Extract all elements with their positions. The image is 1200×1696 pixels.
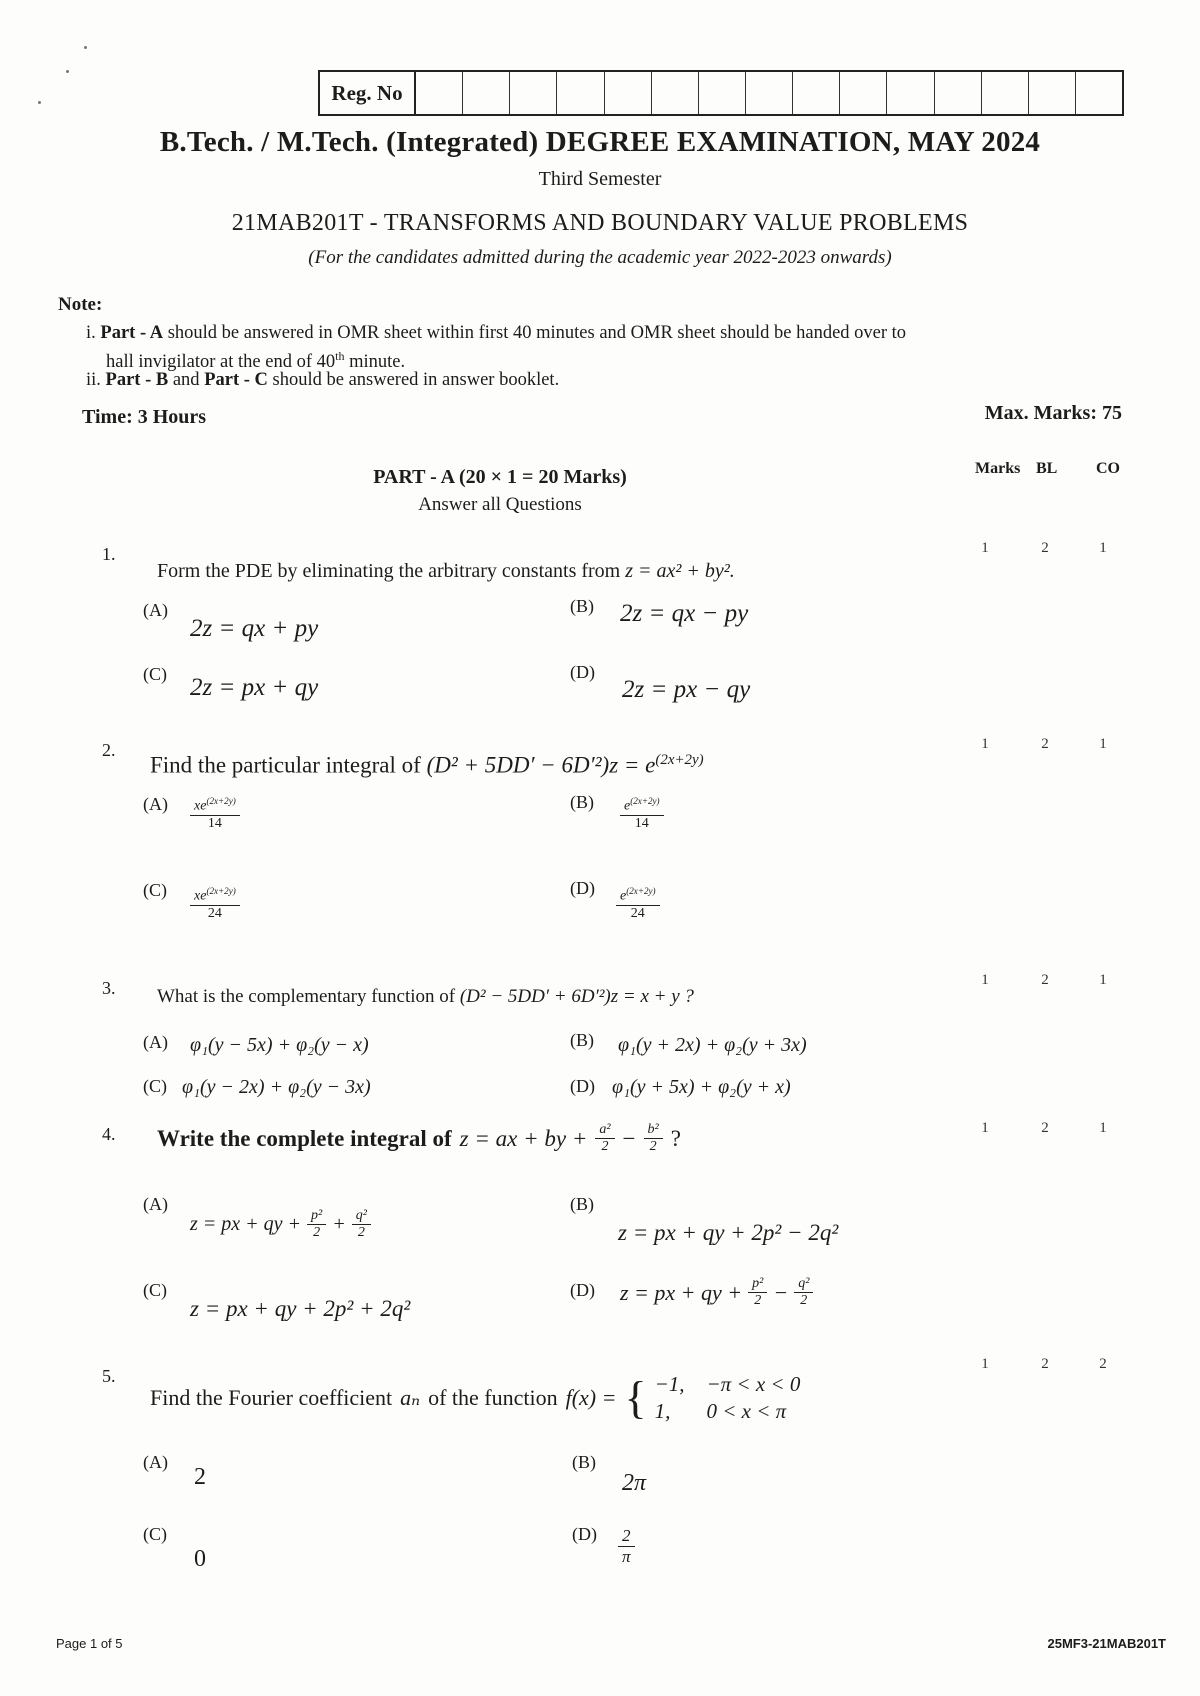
case-2-value: 1,: [654, 1399, 671, 1423]
reg-no-cell[interactable]: [652, 72, 699, 114]
option-label-d[interactable]: (D): [570, 1076, 595, 1096]
exam-title: B.Tech. / M.Tech. (Integrated) DEGREE EXAMINATION, MAY 2024: [159, 126, 1041, 158]
option-label-a[interactable]: (A): [143, 794, 168, 814]
option-c-answer[interactable]: z = px + qy + 2p² + 2q²: [190, 1296, 411, 1321]
question-stem: What is the complementary function of: [157, 986, 456, 1007]
fraction: [794, 1276, 813, 1309]
fraction-numerator: p²: [311, 1208, 323, 1223]
option-label-a[interactable]: (A): [143, 1452, 168, 1472]
reg-no-cell[interactable]: [840, 72, 887, 114]
fraction: [352, 1208, 371, 1241]
minus-sign: −: [773, 1279, 789, 1305]
coefficient-symbol: aₙ: [400, 1385, 421, 1410]
bl-value: 2: [1041, 1120, 1049, 1136]
scan-speck: [38, 101, 41, 104]
option-label-c[interactable]: (C): [143, 1524, 167, 1544]
bl-value: 2: [1041, 540, 1049, 556]
reg-no-cell[interactable]: [982, 72, 1029, 114]
fraction-numerator: a²: [599, 1122, 611, 1137]
fraction-numerator: e: [620, 888, 627, 904]
minus-sign: −: [622, 1125, 636, 1151]
fraction-numerator: q²: [798, 1276, 810, 1291]
part-a-instruction: Answer all Questions: [418, 494, 582, 515]
max-marks: Max. Marks: 75: [984, 402, 1122, 424]
scan-speck: [84, 46, 87, 49]
marks-value: 1: [981, 1356, 989, 1372]
reg-no-cell[interactable]: [557, 72, 604, 114]
col-co-header: CO: [1096, 460, 1120, 477]
co-value: 1: [1099, 540, 1107, 556]
case-2-condition: 0 < x < π: [706, 1399, 787, 1423]
reg-no-cell[interactable]: [510, 72, 557, 114]
option-b-answer[interactable]: 2π: [622, 1470, 647, 1496]
note-ii-prefix: ii.: [86, 370, 101, 390]
reg-no-cell[interactable]: [746, 72, 793, 114]
option-d-answer[interactable]: [618, 1526, 635, 1567]
fraction-exponent: (2x+2y): [626, 886, 656, 896]
plus-sign: +: [332, 1213, 346, 1235]
question-text: [150, 1372, 800, 1424]
question-equation: (D² + 5DD′ − 6D′²)z = e: [426, 752, 656, 778]
option-label-a[interactable]: (A): [143, 600, 168, 620]
option-label-d[interactable]: (D): [570, 878, 595, 898]
question-number: 4.: [102, 1124, 116, 1144]
note-i-part: Part - A: [100, 323, 164, 343]
fraction-denominator: 24: [207, 905, 222, 921]
reg-no-cell[interactable]: [699, 72, 746, 114]
fraction-denominator: π: [621, 1547, 631, 1566]
case-1-condition: −π < x < 0: [706, 1372, 801, 1396]
bl-value: 2: [1041, 1356, 1049, 1372]
fraction-denominator: 2: [754, 1293, 762, 1308]
note-i-text2b: minute.: [349, 352, 406, 373]
co-value: 1: [1099, 1120, 1107, 1136]
fraction-exponent: (2x+2y): [206, 796, 236, 806]
option-c-answer[interactable]: φ₁(y − 2x) + φ₂(y − 3x): [182, 1076, 371, 1098]
question-number: 5.: [102, 1366, 116, 1386]
fraction-exponent: (2x+2y): [630, 796, 660, 806]
bl-value: 2: [1041, 736, 1049, 752]
fraction-numerator: e: [624, 798, 631, 814]
question-text: [157, 1122, 681, 1155]
semester: Third Semester: [538, 168, 662, 190]
fraction-exponent: (2x+2y): [206, 886, 236, 896]
note-title: Note:: [58, 294, 103, 315]
reg-no-label: Reg. No: [320, 72, 416, 114]
question-equation: z = ax + by +: [459, 1125, 588, 1151]
piecewise-cases: [655, 1372, 801, 1424]
scan-speck: [66, 70, 69, 73]
function-symbol: f(x) =: [565, 1385, 617, 1410]
note-item-i: [86, 322, 1136, 344]
fraction: [644, 1122, 663, 1155]
fraction: [748, 1276, 767, 1309]
option-label-c[interactable]: (C): [143, 1076, 167, 1096]
option-label-a[interactable]: (A): [143, 1032, 168, 1052]
fraction-numerator: b²: [647, 1122, 659, 1137]
candidates-note: (For the candidates admitted during the academic year 2022-2023 onwards): [308, 247, 892, 268]
note-item-ii: [86, 369, 559, 391]
fraction-denominator: 2: [601, 1139, 609, 1154]
option-label-b[interactable]: (B): [570, 792, 594, 812]
fraction-denominator: 2: [649, 1139, 657, 1154]
fraction: [307, 1208, 326, 1241]
option-d-answer[interactable]: 2z = px − qy: [622, 676, 751, 703]
fraction-denominator: 2: [357, 1225, 365, 1240]
reg-no-cell[interactable]: [887, 72, 934, 114]
note-i-prefix: i.: [86, 323, 96, 343]
option-label-c[interactable]: (C): [143, 664, 167, 684]
fraction-numerator: p²: [752, 1276, 764, 1291]
question-stem: Write the complete integral of: [157, 1125, 452, 1151]
fraction-denominator: 24: [630, 905, 645, 921]
option-label-a[interactable]: (A): [143, 1194, 168, 1214]
option-c-answer[interactable]: 0: [194, 1546, 206, 1572]
reg-no-cell[interactable]: [1076, 72, 1122, 114]
co-value: 2: [1099, 1356, 1107, 1372]
question-text: [157, 986, 694, 1008]
option-label-b[interactable]: (B): [570, 1030, 594, 1050]
note-ii-part-b: Part - B: [105, 370, 169, 390]
case-1-value: −1,: [654, 1372, 685, 1396]
marks-value: 1: [981, 1120, 989, 1136]
option-label-c[interactable]: (C): [143, 880, 167, 900]
option-label-c[interactable]: (C): [143, 1280, 167, 1300]
question-number: 1.: [102, 544, 116, 564]
note-i-sup: th: [335, 349, 345, 363]
option-a-answer[interactable]: [190, 1208, 371, 1241]
question-exponent: (2x+2y): [655, 752, 704, 768]
question-stem: Find the particular integral of: [150, 752, 421, 778]
time-allowed: Time: 3 Hours: [82, 406, 207, 428]
option-a-answer[interactable]: 2: [194, 1464, 206, 1490]
course-title: 21MAB201T - TRANSFORMS AND BOUNDARY VALUE PROBLEMS: [231, 210, 969, 236]
option-d-answer[interactable]: [616, 886, 660, 922]
option-b-answer[interactable]: z = px + qy + 2p² − 2q²: [618, 1220, 839, 1245]
option-a-start: z = px + qy +: [190, 1213, 302, 1235]
col-marks-header: Marks: [975, 460, 1021, 477]
option-c-answer[interactable]: 2z = px + qy: [190, 674, 319, 701]
option-a-answer[interactable]: φ₁(y − 5x) + φ₂(y − x): [190, 1034, 369, 1056]
option-b-answer[interactable]: 2z = qx − py: [620, 600, 749, 627]
col-bl-header: BL: [1036, 460, 1058, 477]
question-text: [150, 752, 704, 779]
question-number: 2.: [102, 740, 116, 760]
reg-no-cell[interactable]: [1029, 72, 1076, 114]
question-mark: ?: [670, 1125, 681, 1151]
option-c-answer[interactable]: [190, 886, 240, 922]
fraction-numerator: xe: [194, 888, 207, 904]
fraction-numerator: q²: [355, 1208, 367, 1223]
question-stem: Find the Fourier coefficient: [150, 1385, 393, 1410]
option-d-start: z = px + qy +: [620, 1279, 743, 1305]
option-label-d[interactable]: (D): [570, 1280, 595, 1300]
marks-value: 1: [981, 972, 989, 988]
note-i-text1: should be answered in OMR sheet within first 40 minutes and OMR sheet should be handed over to: [167, 323, 907, 343]
option-label-d[interactable]: (D): [572, 1524, 597, 1544]
reg-no-cell[interactable]: [605, 72, 652, 114]
note-ii-and: and: [172, 370, 200, 390]
fraction-denominator: 2: [313, 1225, 321, 1240]
marks-value: 1: [981, 540, 989, 556]
option-d-answer[interactable]: [620, 1276, 813, 1309]
reg-no-cell[interactable]: [935, 72, 982, 114]
note-ii-part-c: Part - C: [204, 370, 268, 390]
part-a-heading: PART - A (20 × 1 = 20 Marks): [373, 466, 627, 488]
co-value: 1: [1099, 736, 1107, 752]
reg-no-cell[interactable]: [463, 72, 510, 114]
option-label-d[interactable]: (D): [570, 662, 595, 682]
question-number: 3.: [102, 978, 116, 998]
option-label-b[interactable]: (B): [570, 596, 594, 616]
co-value: 1: [1099, 972, 1107, 988]
fraction: [595, 1122, 614, 1155]
question-stem: Form the PDE by eliminating the arbitrary constants from: [157, 560, 621, 582]
marks-value: 1: [981, 736, 989, 752]
option-a-answer[interactable]: [190, 796, 240, 832]
reg-no-box: [318, 70, 1124, 116]
fraction-denominator: 14: [634, 815, 649, 831]
fraction-denominator: 2: [800, 1293, 808, 1308]
option-b-answer[interactable]: φ₁(y + 2x) + φ₂(y + 3x): [618, 1034, 807, 1056]
option-b-answer[interactable]: [620, 796, 664, 832]
fraction-numerator: 2: [622, 1526, 631, 1545]
question-text: [157, 560, 735, 583]
question-equation: (D² − 5DD′ + 6D′²)z = x + y ?: [459, 986, 694, 1007]
fraction-denominator: 14: [207, 815, 222, 831]
fraction-numerator: xe: [194, 798, 207, 814]
reg-no-cell[interactable]: [416, 72, 463, 114]
page-number: Page 1 of 5: [56, 1636, 123, 1651]
option-label-b[interactable]: (B): [572, 1452, 596, 1472]
note-ii-text: should be answered in answer booklet.: [272, 370, 560, 390]
reg-no-cell[interactable]: [793, 72, 840, 114]
bl-value: 2: [1041, 972, 1049, 988]
option-a-answer[interactable]: 2z = qx + py: [190, 615, 319, 642]
option-d-answer[interactable]: φ₁(y + 5x) + φ₂(y + x): [612, 1076, 791, 1098]
option-label-b[interactable]: (B): [570, 1194, 594, 1214]
question-equation: z = ax² + by².: [625, 560, 735, 582]
brace: {: [624, 1372, 647, 1423]
question-stem-2: of the function: [428, 1385, 558, 1410]
paper-code: 25MF3-21MAB201T: [1047, 1636, 1166, 1651]
note-i-text2a: hall invigilator at the end of 40: [106, 352, 336, 373]
